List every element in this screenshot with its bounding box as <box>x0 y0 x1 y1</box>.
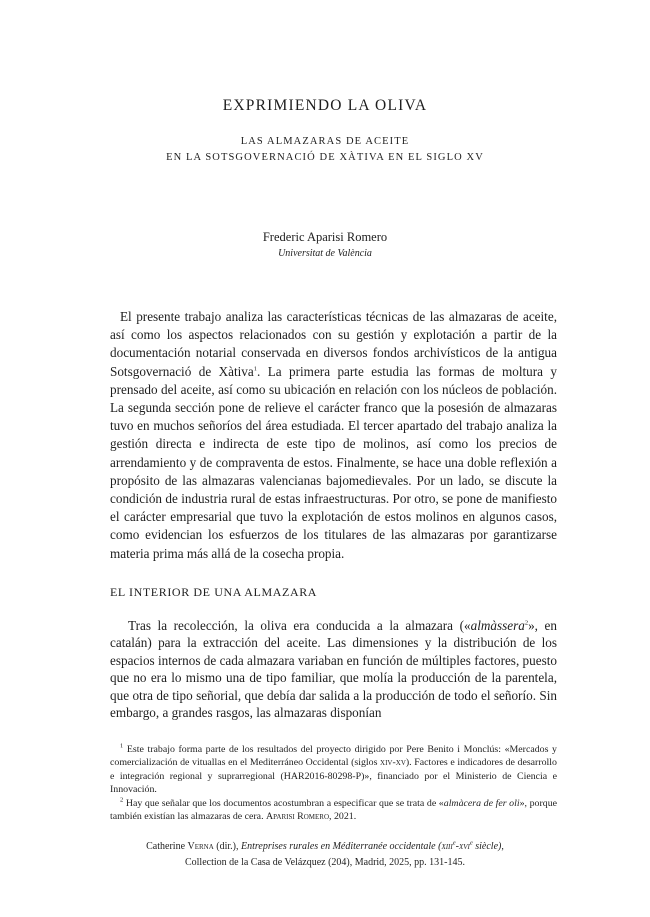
footnote-text: ). Factores e indicadores de desarrollo e integración regional y suprarregional (HAR2016-80298-P)», financiado por el Ministerio de Ciencia e Innovación. <box>110 757 557 795</box>
footnote-number: 1 <box>120 742 124 750</box>
citation-text: , <box>501 841 504 852</box>
author-name: Frederic Aparisi Romero <box>262 230 388 244</box>
section-heading: EL INTERIOR DE UNA ALMAZARA <box>110 585 318 599</box>
subtitle-line: LAS ALMAZARAS DE ACEITE <box>240 136 410 147</box>
footnote <box>110 797 557 824</box>
footnote-ref: 2 <box>524 619 529 627</box>
citation-sup: e <box>452 839 456 847</box>
citation-text: - <box>455 841 459 852</box>
citation-period <box>436 841 502 852</box>
footnote-centuries: xiv-xv <box>380 757 406 769</box>
footnote <box>110 743 557 796</box>
footnotes <box>110 743 557 825</box>
subtitle-line: EN LA SOTSGOVERNACIÓ DE XÀTIVA EN EL SIGLO XV <box>166 152 484 163</box>
footnote-text: , 2021. <box>329 811 357 823</box>
author-affiliation: Universitat de València <box>278 248 372 259</box>
abstract-text: . La primera parte estudia las formas de moltura y prensado del aceite, así como su ubicación en relación con los núcleos de población. La segunda sección pone de relieve el carácter franco que la posesión de almazaras tuvo en muchos señoríos del área estudiada. El tercer apartado del trabajo analiza la gestión directa e indirecta de este tipo de molinos, así como los precios de arrendamiento y de compraventa de estos. Finalmente, se hace una doble reflexión a propósito de las almazaras valencianas bajomedievales. Por un lado, se discute la condición de industria rural de estas infraestructuras. Por otro, se pone de manifiesto el carácter empresarial que tuvo la explotación de estos molinos en algunos casos, como evidencian los esfuerzos de los titulares de las almazaras por garantizarse materia prima más allá de la cosecha propia. <box>110 363 557 561</box>
book-citation <box>0 839 650 871</box>
citation-text: ( <box>435 841 442 852</box>
footnote-term: almàcera de fer oli <box>443 798 520 810</box>
citation-text: (dir.), <box>213 841 242 852</box>
citation-line: Collection de la Casa de Velázquez (204), Madrid, 2025, pp. 131-145. <box>184 857 466 868</box>
body-text: Tras la recolección, la oliva era conducida a la almazara (« <box>128 618 471 633</box>
citation-sup: e <box>469 839 473 847</box>
catalan-term: almàssera <box>470 618 525 633</box>
abstract-text: El presente trabajo analiza las características técnicas de las almazaras de aceite, así como los aspectos relacionados con su gestión y explotación a partir de la documentación notarial conservada en diversos fondos archivísticos de la antigua Sotsgovernació de Xàtiva <box>110 309 557 379</box>
citation-text: siècle) <box>472 841 502 852</box>
citation-text: Catherine <box>146 841 188 852</box>
footnote-text: », porque también existían las almazaras de cera. <box>110 798 558 823</box>
citation-century: xvi <box>458 841 470 852</box>
body-paragraph <box>110 617 557 721</box>
citation-century: xiii <box>441 841 453 852</box>
footnote-author: Aparisi Romero <box>266 811 330 823</box>
citation-editor: Verna <box>187 841 214 852</box>
footnote-number: 2 <box>120 796 124 804</box>
citation-line <box>0 839 650 855</box>
citation-book-title: Entreprises rurales en Méditerranée occidentale <box>241 841 436 852</box>
abstract-paragraph <box>110 308 557 563</box>
footnote-text: Este trabajo forma parte de los resultados del proyecto dirigido por Pere Benito i Monclús: «Mercados y comercialización de vituallas en el Mediterráneo Occidental (siglos <box>110 744 557 769</box>
footnote-text: Hay que señalar que los documentos acostumbran a especificar que se trata de « <box>125 798 444 810</box>
chapter-title: EXPRIMIENDO LA OLIVA <box>222 97 428 114</box>
chapter-subtitle <box>0 134 650 166</box>
body-text: », en catalán) para la extracción del aceite. Las dimensiones y la distribución de los espacios internos de cada almazara variaban en función de múltiples factores, puesto que no era lo mismo una de tipo familiar, que molía la producción de la parentela, que otra de tipo señorial, que debía dar salida a la producción de todo el señorío. Sin embargo, a grandes rasgos, las almazaras disponían <box>110 618 557 721</box>
footnote-ref: 1 <box>253 365 257 373</box>
